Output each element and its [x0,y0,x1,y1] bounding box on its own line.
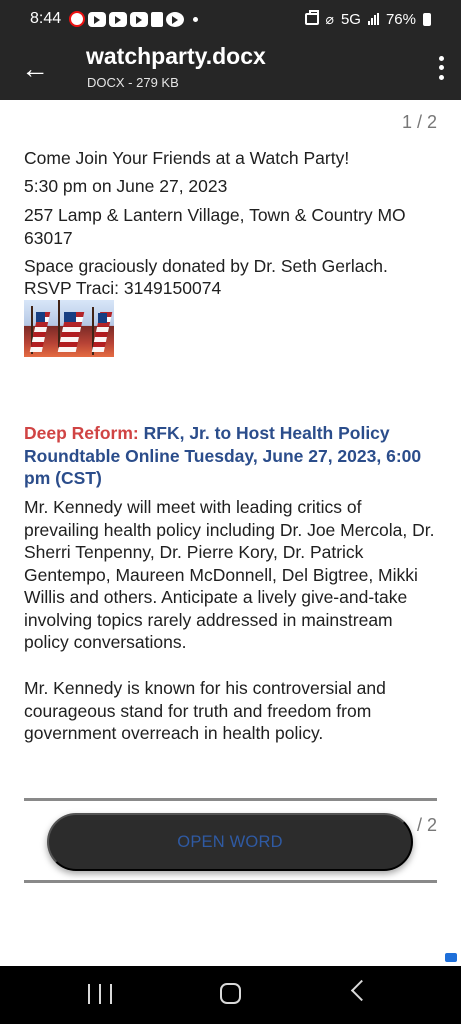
page-divider [24,798,437,801]
event-address: 257 Lamp & Lantern Village, Town & Country MO 63017 [24,205,406,248]
rsvp-contact: RSVP Traci: 3149150074 [24,278,222,298]
flags-image [24,300,114,357]
youtube-notification-icon [130,12,148,27]
more-dot-icon [439,75,444,80]
briefcase-icon [305,13,319,25]
battery-icon [423,13,431,26]
tiktok-notification-icon [151,12,163,27]
more-notifications-dot-icon [193,17,198,22]
recents-line-icon [99,984,101,1004]
recents-line-icon [110,984,112,1004]
document-title: watchparty.docx [86,43,266,69]
recents-line-icon [88,984,90,1004]
page-counter-next: / 2 [416,815,437,835]
app-bar [0,38,461,100]
document-meta: DOCX - 279 KB [87,75,179,90]
paragraph-participants: Mr. Kennedy will meet with leading critics of prevailing health policy including Dr. Joe Mercola, Dr. Sherri Tenpenny, Dr. Pierre Kory, Dr. Patrick Gentempo, Maureen McDonnell, Del Bigtree, Mikki Willis and others. Anticipate a lively give-and-take involving topics rarely addressed in mainstream policy conversations. [24,497,435,652]
mute-icon: ⌀ [325,10,334,27]
event-title: Come Join Your Friends at a Watch Party! [24,148,350,168]
more-options-button[interactable] [435,54,447,82]
youtube-notification-icon [88,12,106,27]
recents-button[interactable] [88,984,112,1006]
system-status [305,11,431,28]
home-button[interactable] [220,983,241,1004]
headline-prefix: Deep Reform: [24,423,139,443]
cast-icon[interactable] [445,953,457,962]
network-type: 5G [340,10,361,28]
status-time: 8:44 [30,10,62,27]
more-dot-icon [439,56,444,61]
event-time: 5:30 pm on June 27, 2023 [24,176,228,196]
more-dot-icon [439,65,444,70]
headline [24,422,440,490]
page-divider [24,880,437,883]
app-notification-icon [69,11,85,27]
paragraph-kennedy: Mr. Kennedy is known for his controversial and courageous stand for truth and freedom from government overreach in health policy. [24,678,386,743]
system-navigation-bar [0,966,461,1024]
page-counter: 1 / 2 [401,112,437,132]
back-navigation-button[interactable] [351,980,372,1001]
battery-percent: 76% [385,10,416,28]
youtube-notification-icon [109,12,127,27]
back-button[interactable] [18,52,52,86]
arrow-left-icon: ← [21,53,49,84]
signal-icon [368,13,379,25]
event-sponsor: Space graciously donated by Dr. Seth Gerlach. [24,256,388,276]
play-notification-icon [166,12,184,27]
open-word-button[interactable]: OPEN WORD [47,813,413,871]
document-preview[interactable] [0,100,461,966]
status-bar [0,0,461,38]
notification-icons [69,11,198,27]
headline-title: RFK, Jr. to Host Health Policy Roundtable Online Tuesday, June 27, 2023, 6:00 pm (CST) [24,423,422,488]
